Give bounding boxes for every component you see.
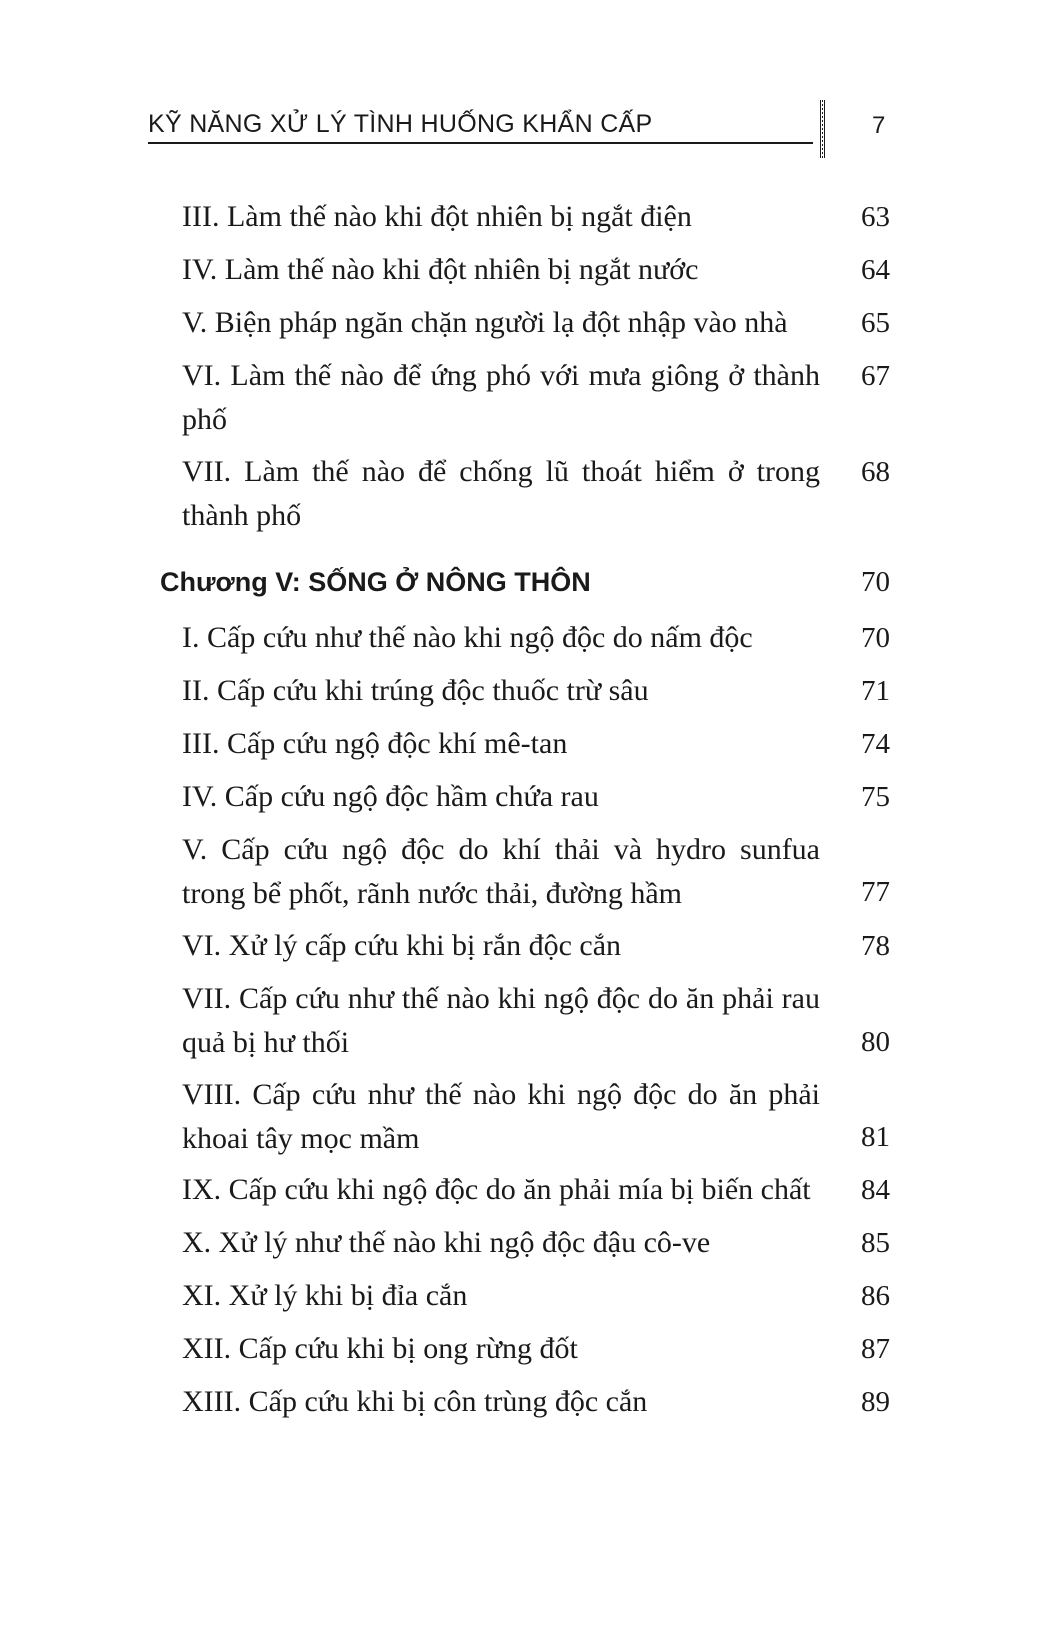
toc-entry-text: III. Làm thế nào khi đột nhiên bị ngắt điện bbox=[182, 200, 692, 233]
toc-entry-page: 65 bbox=[861, 307, 890, 339]
toc-entry-page: 75 bbox=[861, 781, 890, 813]
page-number: 7 bbox=[872, 112, 886, 139]
toc-entry-page: 84 bbox=[861, 1174, 890, 1206]
toc-entry-page: 74 bbox=[861, 728, 890, 760]
toc-entry-text: XIII. Cấp cứu khi bị côn trùng độc cắn bbox=[182, 1385, 648, 1418]
toc-entry-text: V. Cấp cứu ngộ độc do khí thải và hydro sunfua trong bể phốt, rãnh nước thải, đường hầm bbox=[182, 833, 820, 910]
toc-entry-text: X. Xử lý như thế nào khi ngộ độc đậu cô-ve bbox=[182, 1226, 711, 1259]
toc-entry-text: II. Cấp cứu khi trúng độc thuốc trừ sâu bbox=[182, 674, 649, 707]
toc-entry-page: 81 bbox=[861, 1121, 890, 1153]
toc-entry-page: 63 bbox=[861, 201, 890, 233]
toc-entry-page: 89 bbox=[861, 1386, 890, 1418]
toc-entry-text: XI. Xử lý khi bị đỉa cắn bbox=[182, 1279, 468, 1312]
chapter-heading: Chương V: SỐNG Ở NÔNG THÔN bbox=[160, 567, 591, 597]
toc-entry-text: IV. Làm thế nào khi đột nhiên bị ngắt nước bbox=[182, 253, 699, 286]
toc-entry-text: IV. Cấp cứu ngộ độc hầm chứa rau bbox=[182, 780, 599, 813]
toc-entry-text: VII. Cấp cứu như thế nào khi ngộ độc do ăn phải rau quả bị hư thối bbox=[182, 982, 820, 1059]
toc-entry-page: 71 bbox=[861, 675, 890, 707]
toc-entry-page: 87 bbox=[861, 1333, 890, 1365]
toc-entry-page: 64 bbox=[861, 254, 890, 286]
toc-entry-page: 68 bbox=[861, 456, 890, 488]
toc-entry-page: 78 bbox=[861, 930, 890, 962]
toc-entry-text: VIII. Cấp cứu như thế nào khi ngộ độc do ăn phải khoai tây mọc mầm bbox=[182, 1078, 820, 1155]
toc-entry-text: I. Cấp cứu như thế nào khi ngộ độc do nấm độc bbox=[182, 621, 753, 654]
toc-entry-text: VII. Làm thế nào để chống lũ thoát hiểm ở trong thành phố bbox=[182, 455, 820, 532]
toc-entry-page: 77 bbox=[861, 876, 890, 908]
toc-entry-text: VI. Xử lý cấp cứu khi bị rắn độc cắn bbox=[182, 929, 622, 962]
chapter-page: 70 bbox=[861, 566, 890, 598]
toc-entry-page: 86 bbox=[861, 1280, 890, 1312]
book-title: KỸ NĂNG XỬ LÝ TÌNH HUỐNG KHẨN CẤP bbox=[148, 110, 653, 138]
toc-entry-page: 80 bbox=[861, 1026, 890, 1058]
toc-entry-page: 67 bbox=[861, 360, 890, 392]
toc-entry-text: XII. Cấp cứu khi bị ong rừng đốt bbox=[182, 1332, 578, 1365]
toc-entry-text: V. Biện pháp ngăn chặn người lạ đột nhập vào nhà bbox=[182, 306, 788, 339]
toc-entry-text: III. Cấp cứu ngộ độc khí mê-tan bbox=[182, 727, 568, 760]
toc-entry-text: IX. Cấp cứu khi ngộ độc do ăn phải mía bị biến chất bbox=[182, 1173, 811, 1206]
toc-entry-page: 85 bbox=[861, 1227, 890, 1259]
toc-entry-page: 70 bbox=[861, 622, 890, 654]
toc-entry-text: VI. Làm thế nào để ứng phó với mưa giông ở thành phố bbox=[182, 359, 820, 436]
